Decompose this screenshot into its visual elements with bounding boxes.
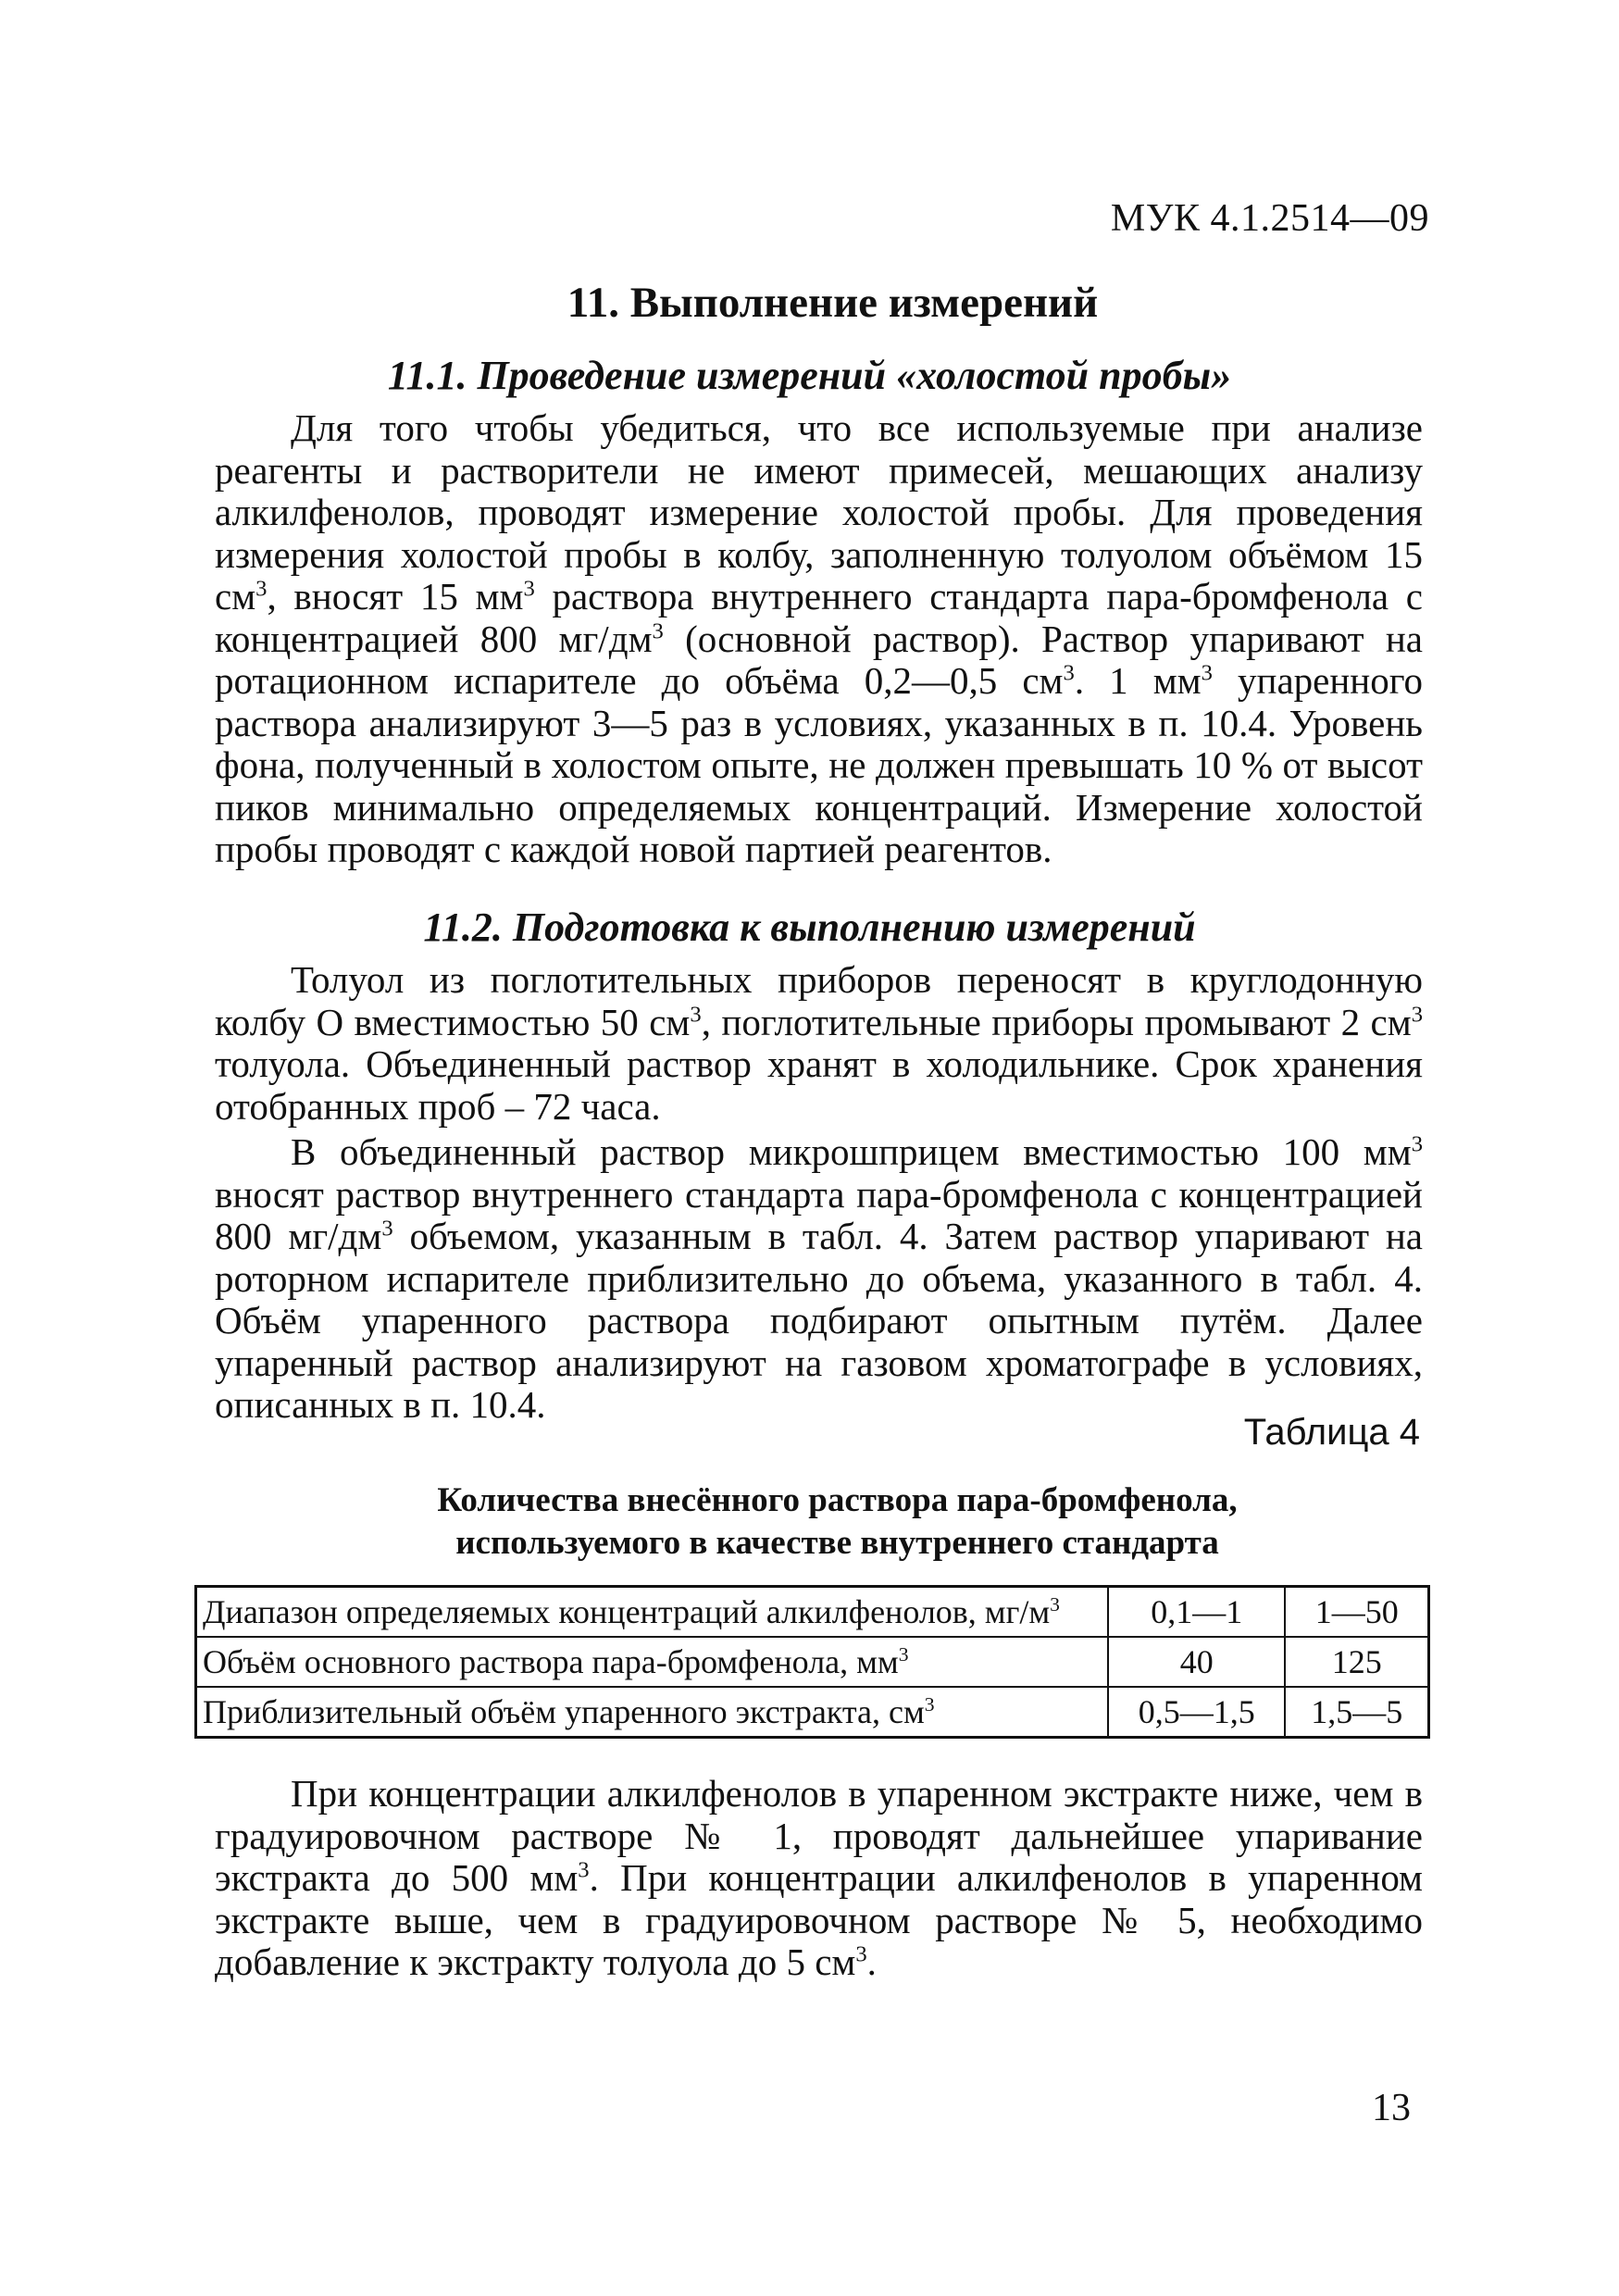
section-title: 11. Выполнение измерений bbox=[567, 279, 1099, 327]
table-caption: Количества внесённого раствора пара-бромфенола, используемого в качестве внутреннего стандарта bbox=[437, 1481, 1238, 1562]
subsection-title-11-1: 11.1. Проведение измерений «холостой пробы» bbox=[387, 353, 1232, 398]
table-cell-value: 125 bbox=[1285, 1637, 1428, 1687]
paragraph-internal-standard: В объединенный раствор микрошприцем вместимостью 100 $мм^3$ вносят раствор внутреннего стандарта пара-бромфенола с концентрацией 800 $мг/дм^3$ объемом, указанным в табл. 4. Затем раствор упаривают на роторном испарителе приблизительно до объема, указанного в табл. 4. Объём упаренного раствора подбирают опытным путём. Далее упаренный раствор анализируют на газовом хроматографе в условиях, описанных в п. 10.4. bbox=[215, 1130, 1423, 1426]
table-row bbox=[196, 1637, 1429, 1687]
table-cell-value: 0,1—1 bbox=[1108, 1587, 1285, 1638]
table-cell-value: 0,5—1,5 bbox=[1108, 1687, 1285, 1738]
table-row bbox=[196, 1587, 1429, 1638]
paragraph-concentration-adjustment: При концентрации алкилфенолов в упаренном экстракте ниже, чем в градуировочном растворе № 1, проводят дальнейшее упаривание экстракта до 500 $мм^3$. При концентрации алкилфенолов в упаренном экстракте выше, чем в градуировочном растворе № 5, необходимо добавление к экстракту толуола до 5 $см^3$. bbox=[215, 1772, 1423, 1983]
paragraph-toluene-transfer: Толуол из поглотительных приборов переносят в круглодонную колбу О вместимостью 50 $см^3$, поглотительные приборы промывают 2 $см^3$ толуола. Объединенный раствор хранят в холодильнике. Срок хранения отобранных проб – 72 часа. bbox=[215, 958, 1423, 1128]
paragraph-blank-sample: Для того чтобы убедиться, что все используемые при анализе реагенты и растворители не имеют примесей, мешающих анализу алкилфенолов, проводят измерение холостой пробы. Для проведения измерения холостой пробы в колбу, заполненную толуолом объёмом 15 $см^3$, вносят 15 $мм^3$ раствора внутреннего стандарта пара-бромфенола с концентрацией 800 $мг/дм^3$ (основной раствор). Раствор упаривают на ротационном испарителе до объёма 0,2—0,5 $см^3$. 1 $мм^3$ упаренного раствора анализируют 3—5 раз в условиях, указанных в п. 10.4. Уровень фона, полученный в холостом опыте, не должен превышать 10 % от высот пиков минимально определяемых концентраций. Измерение холостой пробы проводят с каждой новой партией реагентов. bbox=[215, 406, 1424, 870]
subsection-title-11-2: 11.2. Подготовка к выполнению измерений bbox=[423, 905, 1196, 950]
table-cell-label: Объём основного раствора пара-бромфенола, $мм^3$ bbox=[196, 1637, 1109, 1687]
table-cell-label: Диапазон определяемых концентраций алкилфенолов, $мг/м^3$ bbox=[196, 1587, 1109, 1638]
document-code: МУК 4.1.2514—09 bbox=[1110, 197, 1429, 240]
table-row bbox=[196, 1687, 1429, 1738]
table-cell-value: 1—50 bbox=[1285, 1587, 1428, 1638]
table-cell-label: Приблизительный объём упаренного экстракта, $см^3$ bbox=[196, 1687, 1109, 1738]
table-label: Таблица 4 bbox=[1243, 1412, 1420, 1453]
data-table bbox=[194, 1585, 1430, 1739]
table-cell-value: 40 bbox=[1108, 1637, 1285, 1687]
page-number: 13 bbox=[1372, 2087, 1411, 2129]
table-cell-value: 1,5—5 bbox=[1285, 1687, 1428, 1738]
